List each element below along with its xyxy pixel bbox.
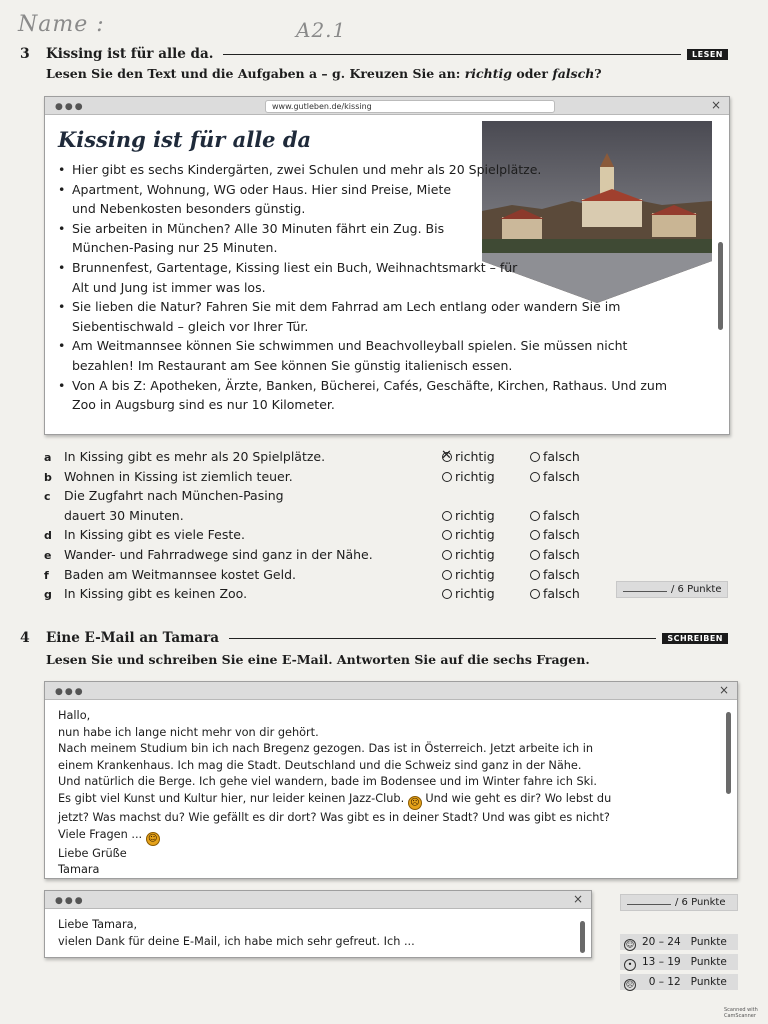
task-text: Die Zugfahrt nach München-Pasing — [64, 488, 284, 504]
score-scale-row: • 13 – 19 Punkte — [620, 954, 738, 970]
email-line: Es gibt viel Kunst und Kultur hier, nur leider keinen Jazz-Club. ☹ Und wie geht es dir? Wo lebst du — [58, 791, 612, 808]
section-title: Eine E-Mail an Tamara — [46, 630, 219, 646]
task-letter: b — [44, 470, 52, 484]
instruction-oder: oder — [512, 66, 553, 81]
task-letter: g — [44, 588, 52, 602]
reply-line: vielen Dank für deine E-Mail, ich habe mich sehr gefreut. Ich ... — [58, 934, 415, 948]
section-rule — [223, 54, 681, 55]
radio-circle-icon — [530, 570, 540, 580]
points-box-schreiben: / 6 Punkte — [620, 894, 738, 911]
task-row — [40, 527, 610, 547]
instruction-falsch: falsch — [552, 66, 595, 81]
radio-circle-icon — [530, 589, 540, 599]
reply-titlebar — [45, 891, 591, 909]
url-bar[interactable]: www.gutleben.de/kissing — [265, 100, 555, 113]
task-letter: e — [44, 548, 52, 562]
close-icon[interactable]: × — [710, 98, 721, 112]
scanner-watermark: Scanned with CamScanner — [724, 1007, 758, 1019]
section-title: Kissing ist für alle da. — [46, 46, 214, 62]
radio-circle-icon — [442, 550, 452, 560]
bullet-item: • Von A bis Z: Apotheken, Ärzte, Banken, Bücherei, Cafés, Geschäfte, Kirchen, Rathaus. Und zum Zoo in Augsburg sind es nur 10 Kilometer. — [58, 376, 678, 415]
bullet-item: • Sie arbeiten in München? Alle 30 Minuten fährt ein Zug. Bis München-Pasing nur 25 Minuten. — [58, 219, 478, 258]
task-row — [40, 567, 610, 587]
option-falsch[interactable]: falsch — [530, 567, 580, 582]
option-falsch[interactable]: falsch — [530, 449, 580, 464]
task-letter: c — [44, 490, 51, 504]
section-tag-schreiben: SCHREIBEN — [662, 633, 728, 644]
section-3-header — [20, 46, 728, 62]
neutral-face-icon: • — [624, 959, 636, 971]
task-text: In Kissing gibt es viele Feste. — [64, 527, 245, 543]
option-richtig[interactable]: richtig — [442, 547, 495, 562]
email-line: jetzt? Was machst du? Wie gefällt es dir dort? Was gibt es in deiner Stadt? Und was gibt es nicht? — [58, 810, 610, 824]
task-text: Baden am Weitmannsee kostet Geld. — [64, 566, 296, 582]
task-row — [40, 508, 610, 528]
email-line: Und natürlich die Berge. Ich gehe viel wandern, bade im Bodensee und im Winter fahre ich Ski. — [58, 775, 597, 789]
task-row — [40, 586, 610, 606]
option-falsch[interactable]: falsch — [530, 469, 580, 484]
section-4-instruction: Lesen Sie und schreiben Sie eine E-Mail. Antworten Sie auf die sechs Fragen. — [46, 652, 590, 667]
article-bullet-list — [58, 160, 678, 415]
radio-circle-icon — [442, 511, 452, 521]
option-falsch[interactable]: falsch — [530, 547, 580, 562]
bullet-item: • Am Weitmannsee können Sie schwimmen und Beachvolleyball spielen. Sie müssen nicht bezahlen! Im Restaurant am See können Sie günstig italienisch essen. — [58, 336, 678, 375]
task-row — [40, 547, 610, 567]
sad-emoji-icon: ☹ — [408, 796, 422, 810]
email-line: einem Krankenhaus. Ich mag die Stadt. Deutschland und die Schweiz sind ganz in der Nähe. — [58, 758, 582, 772]
option-richtig[interactable]: richtig — [442, 469, 495, 484]
radio-circle-icon — [530, 530, 540, 540]
email-line: Tamara — [58, 863, 100, 877]
task-letter: a — [44, 451, 52, 464]
task-row — [40, 488, 610, 508]
instruction-text: Lesen Sie den Text und die Aufgaben a – g. Kreuzen Sie an: — [46, 66, 465, 81]
section-tag-lesen: LESEN — [687, 49, 728, 60]
instruction-richtig: richtig — [464, 66, 512, 81]
task-text: Wohnen in Kissing ist ziemlich teuer. — [64, 468, 293, 484]
bullet-item: • Sie lieben die Natur? Fahren Sie mit dem Fahrrad am Lech entlang oder wandern Sie im Siebentischwald – gleich vor Ihrer Tür. — [58, 297, 678, 336]
close-icon[interactable]: × — [572, 892, 583, 906]
window-dots-icon: ●●● — [55, 687, 85, 697]
section-number: 3 — [20, 46, 30, 62]
bullet-item: • Hier gibt es sechs Kindergärten, zwei Schulen und mehr als 20 Spielplätze. — [58, 160, 678, 180]
radio-circle-icon — [530, 472, 540, 482]
radio-circle-icon — [442, 472, 452, 482]
handwritten-level: A2.1 — [296, 18, 347, 42]
task-text: In Kissing gibt es keinen Zoo. — [64, 586, 248, 602]
bullet-item: • Brunnenfest, Gartentage, Kissing liest ein Buch, Weihnachtsmarkt – für Alt und Jung ist immer was los. — [58, 258, 538, 297]
task-text: Wander- und Fahrradwege sind ganz in der Nähe. — [64, 546, 373, 562]
task-letter: f — [44, 568, 49, 582]
sad-face-icon: ☹ — [625, 980, 635, 989]
email-line: Nach meinem Studium bin ich nach Bregenz gezogen. Das ist in Österreich. Jetzt arbeite ich in — [58, 742, 594, 756]
window-dots-icon: ●●● — [55, 896, 85, 906]
radio-circle-icon — [530, 452, 540, 462]
email-line: Viele Fragen ... ☺ — [58, 827, 698, 846]
instruction-suffix: ? — [594, 66, 602, 81]
reply-body[interactable] — [58, 917, 578, 950]
close-icon[interactable]: × — [718, 683, 729, 697]
email-line: nun habe ich lange nicht mehr von dir gehört. — [58, 725, 319, 739]
task-row — [40, 469, 610, 489]
scrollbar-thumb[interactable] — [718, 242, 723, 330]
radio-circle-icon — [530, 550, 540, 560]
scrollbar-thumb[interactable] — [726, 712, 731, 794]
task-text: In Kissing gibt es mehr als 20 Spielplätze. — [64, 449, 326, 464]
option-richtig[interactable]: richtig — [442, 527, 495, 542]
radio-circle-icon — [442, 570, 452, 580]
option-falsch[interactable]: falsch — [530, 527, 580, 542]
points-blank[interactable] — [623, 591, 667, 592]
email-titlebar — [45, 682, 737, 700]
option-richtig[interactable]: richtig — [442, 508, 495, 523]
smile-emoji-icon: ☺ — [146, 832, 160, 846]
section-4-header — [20, 630, 728, 646]
checked-circle-icon — [442, 452, 452, 462]
points-blank[interactable] — [627, 904, 671, 905]
task-letter: d — [44, 529, 52, 543]
section-number: 4 — [20, 630, 30, 646]
reply-line: Liebe Tamara, — [58, 918, 138, 931]
radio-circle-icon — [530, 511, 540, 521]
email-body — [58, 708, 698, 879]
radio-circle-icon — [442, 530, 452, 540]
bullet-item: • Apartment, Wohnung, WG oder Haus. Hier sind Preise, Miete und Nebenkosten besonders günstig. — [58, 180, 458, 219]
email-line: Liebe Grüße — [58, 846, 127, 860]
section-3-instruction — [46, 66, 602, 81]
email-line: Hallo, — [58, 709, 91, 722]
radio-circle-icon — [442, 589, 452, 599]
option-falsch[interactable]: falsch — [530, 586, 580, 601]
option-richtig[interactable]: richtig — [442, 567, 495, 582]
score-scale-row: ☹ 0 – 12 Punkte — [620, 974, 738, 990]
window-dots-icon: ●●● — [55, 102, 85, 112]
handwritten-name-label: Name : — [18, 12, 105, 37]
happy-face-icon: ☺ — [625, 940, 635, 949]
task-row — [40, 449, 610, 469]
option-richtig[interactable]: ✕ richtig — [442, 449, 495, 464]
points-box-lesen: / 6 Punkte — [616, 581, 728, 598]
option-richtig[interactable]: richtig — [442, 586, 495, 601]
task-text-continued: dauert 30 Minuten. — [64, 507, 184, 523]
task-list — [40, 449, 610, 606]
scrollbar-thumb[interactable] — [580, 921, 585, 953]
section-rule — [229, 638, 656, 639]
option-falsch[interactable]: falsch — [530, 508, 580, 523]
article-title: Kissing ist für alle da — [58, 127, 312, 152]
browser-titlebar — [45, 97, 729, 115]
score-scale-row: ☺ 20 – 24 Punkte — [620, 934, 738, 950]
